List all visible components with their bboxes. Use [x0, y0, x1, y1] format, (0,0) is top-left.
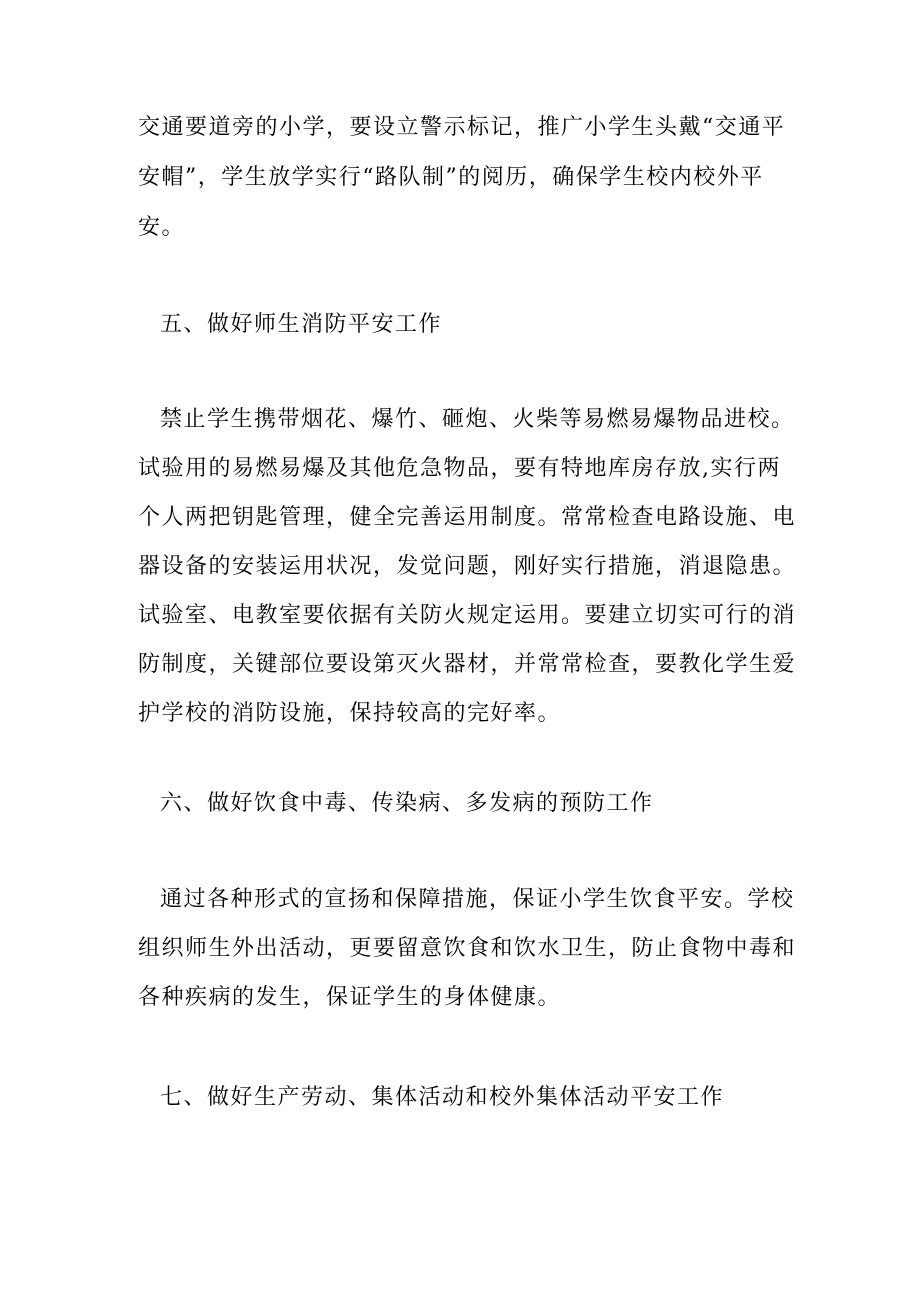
- text-line: 组织师生外出活动，更要留意饮食和饮水卫生，防止食物中毒和: [138, 936, 797, 961]
- section-heading-5: 五、做好师生消防平安工作: [160, 312, 443, 337]
- text-line: 交通要道旁的小学，要设立警示标记，推广小学生头戴“交通平: [138, 115, 786, 140]
- text-line: 试验用的易燃易爆及其他危急物品，要有特地库房存放,实行两: [138, 456, 781, 481]
- text-line: 安。: [138, 215, 186, 240]
- text-line: 禁止学生携带烟花、爆竹、砸炮、火柴等易燃易爆物品进校。: [160, 407, 795, 432]
- text-line: 防制度，关键部位要设第灭火器材，并常常检查，要教化学生爱: [138, 652, 797, 677]
- text-line: 安帽”，学生放学实行“路队制”的阅历，确保学生校内校外平: [138, 165, 764, 190]
- text-line: 通过各种形式的宣扬和保障措施，保证小学生饮食平安。学校: [160, 887, 795, 912]
- text-line: 试验室、电教室要依据有关防火规定运用。要建立切实可行的消: [138, 603, 797, 628]
- text-line: 器设备的安装运用状况，发觉问题，刚好实行措施，消退隐患。: [138, 554, 797, 579]
- section-heading-7: 七、做好生产劳动、集体活动和校外集体活动平安工作: [160, 1085, 725, 1110]
- text-line: 各种疾病的发生，保证学生的身体健康。: [138, 985, 562, 1010]
- text-line: 护学校的消防设施，保持较高的完好率。: [138, 701, 562, 726]
- text-line: 个人两把钥匙管理，健全完善运用制度。常常检查电路设施、电: [138, 505, 797, 530]
- section-heading-6: 六、做好饮食中毒、传染病、多发病的预防工作: [160, 791, 654, 816]
